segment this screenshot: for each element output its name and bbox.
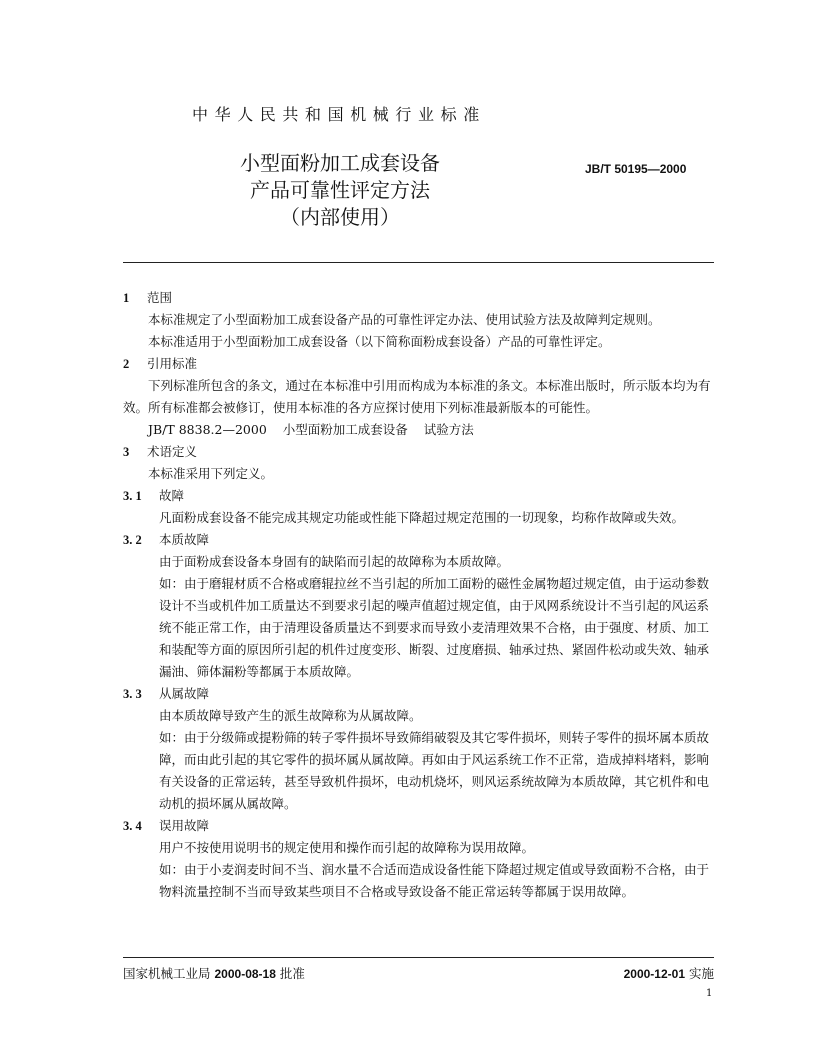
section-2-paragraph: 下列标准所包含的条文，通过在本标准中引用而构成为本标准的条文。本标准出版时，所示版本均为有效。所有标准都会被修订，使用本标准的各方应探讨使用下列标准最新版本的可能性。 <box>123 378 711 415</box>
footer-divider <box>123 957 714 958</box>
header-divider <box>123 262 714 263</box>
document-title <box>212 150 468 231</box>
title-line-1: 小型面粉加工成套设备 <box>240 151 440 175</box>
approval-info <box>123 964 305 982</box>
title-line-3: （内部使用） <box>280 205 400 229</box>
reference-name: 小型面粉加工成套设备 <box>282 422 408 437</box>
subsection-number: 3. 2 <box>123 533 142 547</box>
standard-category: 中华人民共和国机械行业标准 <box>192 105 486 124</box>
approval-label: 批准 <box>279 966 305 981</box>
section-title: 范围 <box>147 290 173 305</box>
effective-label: 实施 <box>688 966 714 981</box>
section-1-paragraph-1: 本标准规定了小型面粉加工成套设备产品的可靠性评定办法、使用试验方法及故障判定规则。 <box>148 312 661 327</box>
subsection-3-1-heading <box>123 485 714 507</box>
subsection-3-3-paragraph-2: 如：由于分级筛或提粉筛的转子零件损坏导致筛绢破裂及其它零件损坏，则转子零件的损坏属本质故障，而由此引起的其它零件的损坏属从属故障。再如由于风运系统工作不正常，造成掉料堵料，影响有关设备的正常运转，甚至导致机件损坏，电动机烧坏，则风运系统故障为本质故障，其它机件和电动机的损坏属从属故障。 <box>159 730 710 811</box>
section-title: 术语定义 <box>147 444 198 459</box>
page-number: 1 <box>706 988 713 999</box>
subsection-number: 3. 1 <box>123 489 142 503</box>
section-number: 2 <box>123 357 130 371</box>
subsection-3-3-paragraph-1: 由本质故障导致产生的派生故障称为从属故障。 <box>159 708 422 723</box>
section-3-paragraph: 本标准采用下列定义。 <box>148 466 274 481</box>
subsection-3-2-heading <box>123 529 714 551</box>
section-title: 引用标准 <box>147 356 198 371</box>
section-1-paragraph-2: 本标准适用于小型面粉加工成套设备（以下简称面粉成套设备）产品的可靠性评定。 <box>148 334 611 349</box>
effective-date: 2000-12-01 <box>623 967 685 981</box>
subsection-3-4-paragraph-1: 用户不按使用说明书的规定使用和操作而引起的故障称为误用故障。 <box>159 840 535 855</box>
effective-info <box>624 964 714 982</box>
subsection-title: 从属故障 <box>159 686 210 701</box>
title-line-2: 产品可靠性评定方法 <box>250 178 430 202</box>
subsection-title: 故障 <box>159 488 185 503</box>
section-1-heading <box>123 287 714 309</box>
normative-reference <box>123 419 714 441</box>
section-2-heading <box>123 353 714 375</box>
reference-part: 试验方法 <box>423 422 474 437</box>
subsection-number: 3. 3 <box>123 687 142 701</box>
section-3-heading <box>123 441 714 463</box>
subsection-3-4-paragraph-2: 如：由于小麦润麦时间不当、润水量不合适而造成设备性能下降超过规定值或导致面粉不合格，由于物料流量控制不当而导致某些项目不合格或导致设备不能正常运转等都属于误用故障。 <box>159 862 710 899</box>
section-number: 1 <box>123 291 130 305</box>
subsection-3-3-heading <box>123 683 714 705</box>
subsection-number: 3. 4 <box>123 819 142 833</box>
reference-code: JB/T 8838.2—2000 <box>148 422 267 437</box>
subsection-3-4-heading <box>123 815 714 837</box>
issuer: 国家机械工业局 <box>123 966 211 981</box>
subsection-title: 本质故障 <box>159 532 210 547</box>
subsection-3-2-paragraph-1: 由于面粉成套设备本身固有的缺陷而引起的故障称为本质故障。 <box>159 554 510 569</box>
subsection-3-2-paragraph-2: 如：由于磨辊材质不合格或磨辊拉丝不当引起的所加工面粉的磁性金属物超过规定值，由于运动参数设计不当或机件加工质量达不到要求引起的噪声值超过规定值，由于风网系统设计不当引起的风运系统不能正常工作，由于清理设备质量达不到要求而导致小麦清理效果不合格，由于强度、材质、加工和装配等方面的原因所引起的机件过度变形、断裂、过度磨损、轴承过热、紧固件松动或失效、轴承漏油、筛体漏粉等都属于本质故障。 <box>159 576 710 679</box>
subsection-title: 误用故障 <box>159 818 210 833</box>
section-number: 3 <box>123 445 130 459</box>
approval-date: 2000-08-18 <box>214 967 276 981</box>
document-body <box>123 287 714 903</box>
subsection-3-1-paragraph: 凡面粉成套设备不能完成其规定功能或性能下降超过规定范围的一切现象，均称作故障或失效。 <box>159 510 685 525</box>
standard-number: JB/T 50195—2000 <box>585 162 687 176</box>
